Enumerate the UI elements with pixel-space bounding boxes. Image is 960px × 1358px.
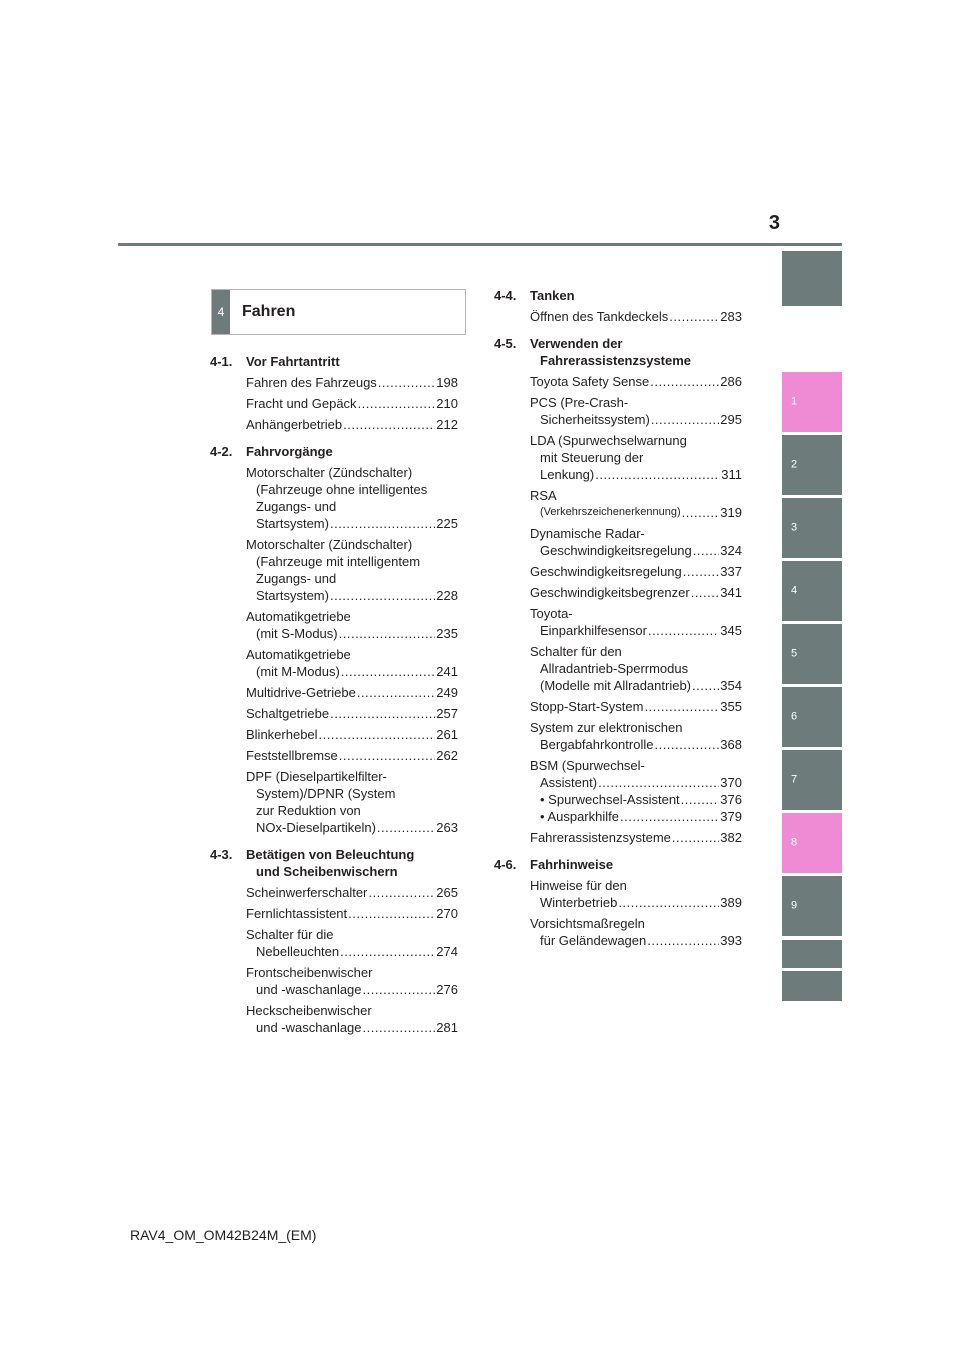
chapter-tab[interactable] bbox=[782, 813, 842, 873]
dot-leader bbox=[342, 416, 435, 433]
header-rule bbox=[118, 243, 842, 246]
chapter-tab-label: 8 bbox=[791, 836, 798, 849]
toc-entry[interactable] bbox=[530, 432, 742, 483]
toc-entry[interactable] bbox=[246, 905, 458, 922]
toc-entry-line bbox=[246, 981, 458, 998]
toc-entry-line bbox=[530, 829, 742, 846]
toc-entry-text: Motorschalter (Zündschalter) bbox=[246, 537, 413, 552]
toc-entry[interactable] bbox=[246, 684, 458, 701]
dot-leader bbox=[646, 932, 719, 949]
toc-chapter bbox=[210, 353, 458, 433]
toc-entry[interactable] bbox=[530, 584, 742, 601]
toc-entry[interactable] bbox=[530, 394, 742, 428]
toc-entry-text: Allradantrieb-Sperrmodus bbox=[540, 661, 689, 676]
chapter-title: Fahrvorgänge bbox=[246, 444, 333, 459]
toc-entry[interactable] bbox=[530, 757, 742, 825]
page-ref: 198 bbox=[436, 375, 458, 390]
page-ref: 257 bbox=[436, 706, 458, 721]
toc-entry-text: Frontscheibenwischer bbox=[246, 965, 373, 980]
page-ref: 319 bbox=[720, 505, 742, 520]
dot-leader bbox=[650, 411, 719, 428]
page-number: 3 bbox=[768, 212, 780, 234]
chapter-heading[interactable] bbox=[494, 856, 742, 873]
page-ref: 265 bbox=[436, 885, 458, 900]
chapter-tab-label: 9 bbox=[791, 899, 798, 912]
page-ref: 274 bbox=[436, 944, 458, 959]
toc-entry-text: Geschwindigkeitsregelung bbox=[540, 543, 692, 558]
page-ref: 263 bbox=[436, 820, 458, 835]
dot-leader bbox=[377, 374, 436, 391]
toc-left-column bbox=[210, 353, 458, 1046]
toc-entry-line bbox=[246, 943, 458, 960]
chapter-tab[interactable] bbox=[782, 971, 842, 1001]
toc-entry-line bbox=[246, 819, 458, 836]
toc-entry-line bbox=[530, 542, 742, 559]
toc-entry-text: LDA (Spurwechselwarnung bbox=[530, 433, 687, 448]
toc-entry[interactable] bbox=[530, 373, 742, 390]
toc-entry-text: Heckscheibenwischer bbox=[246, 1003, 372, 1018]
chapter-tab-label: 4 bbox=[791, 584, 798, 597]
dot-leader bbox=[690, 584, 720, 601]
toc-entry-text: und -waschanlage bbox=[256, 1020, 362, 1035]
section-number: 4 bbox=[212, 290, 230, 334]
toc-entry-text: BSM (Spurwechsel- bbox=[530, 758, 645, 773]
toc-entry-text: Toyota Safety Sense bbox=[530, 374, 650, 389]
toc-entry-text: Assistent) bbox=[540, 775, 598, 790]
toc-entry[interactable] bbox=[246, 884, 458, 901]
toc-entry[interactable] bbox=[530, 308, 742, 325]
toc-entry-text: Sicherheitssystem) bbox=[540, 412, 650, 427]
chapter-title: Tanken bbox=[530, 288, 575, 303]
page-ref: 379 bbox=[720, 809, 742, 824]
page-ref: 281 bbox=[436, 1020, 458, 1035]
page-ref: 355 bbox=[720, 699, 742, 714]
toc-entry-text: • Spurwechsel-Assistent bbox=[540, 792, 680, 807]
chapter-heading[interactable] bbox=[210, 846, 458, 880]
toc-entry-line bbox=[246, 1019, 458, 1036]
chapter-title: Vor Fahrtantritt bbox=[246, 354, 340, 369]
toc-entry-text: Geschwindigkeitsregelung bbox=[530, 564, 682, 579]
toc-entry-text: Startsystem) bbox=[256, 516, 329, 531]
toc-entry-line bbox=[530, 736, 742, 753]
toc-entry-text: für Geländewagen bbox=[540, 933, 647, 948]
toc-entry-line bbox=[246, 416, 458, 433]
toc-entry-text: • Ausparkhilfe bbox=[540, 809, 619, 824]
toc-entry-text: und -waschanlage bbox=[256, 982, 362, 997]
chapter-number: 4-3. bbox=[210, 847, 233, 862]
dot-leader bbox=[643, 698, 719, 715]
toc-entry-line bbox=[530, 466, 742, 483]
toc-entry[interactable] bbox=[246, 416, 458, 433]
chapter-heading[interactable] bbox=[494, 335, 742, 369]
toc-entry-line bbox=[530, 584, 742, 601]
toc-entry-text: Vorsichtsmaßregeln bbox=[530, 916, 645, 931]
page-ref: 212 bbox=[436, 417, 458, 432]
page-ref: 389 bbox=[720, 895, 742, 910]
toc-entry[interactable] bbox=[246, 374, 458, 391]
toc-entry[interactable] bbox=[530, 915, 742, 949]
chapter-title: Fahrerassistenzsysteme bbox=[540, 353, 692, 368]
dot-leader bbox=[671, 829, 719, 846]
page-ref: 311 bbox=[721, 467, 742, 482]
dot-leader bbox=[357, 395, 436, 412]
dot-leader bbox=[347, 905, 435, 922]
toc-entry-text: Winterbetrieb bbox=[540, 895, 618, 910]
toc-entry-text: System)/DPNR (System bbox=[256, 786, 396, 801]
toc-entry-line bbox=[530, 308, 742, 325]
dot-leader bbox=[339, 943, 435, 960]
toc-entry[interactable] bbox=[246, 926, 458, 960]
toc-entry-line bbox=[246, 515, 458, 532]
page-ref: 210 bbox=[436, 396, 458, 411]
dot-leader bbox=[318, 726, 436, 743]
toc-entry-text: Schalter für den bbox=[530, 644, 622, 659]
toc-entry[interactable] bbox=[246, 395, 458, 412]
page-ref: 235 bbox=[436, 626, 458, 641]
chapter-tab-label: 2 bbox=[791, 458, 798, 471]
chapter-tab[interactable] bbox=[782, 561, 842, 621]
dot-leader bbox=[338, 747, 436, 764]
toc-entry[interactable] bbox=[246, 747, 458, 764]
dot-leader bbox=[367, 884, 435, 901]
dot-leader bbox=[362, 981, 436, 998]
page-ref: 270 bbox=[436, 906, 458, 921]
page-ref: 376 bbox=[720, 792, 742, 807]
toc-entry[interactable] bbox=[246, 608, 458, 642]
toc-chapter bbox=[210, 443, 458, 836]
toc-entry-text: Bergabfahrkontrolle bbox=[540, 737, 654, 752]
toc-entry[interactable] bbox=[246, 964, 458, 998]
toc-entry-line bbox=[530, 563, 742, 580]
toc-entry-text: Startsystem) bbox=[256, 588, 329, 603]
dot-leader bbox=[668, 308, 719, 325]
page-ref: 241 bbox=[436, 664, 458, 679]
dot-leader bbox=[356, 684, 435, 701]
chapter-heading-line bbox=[210, 846, 458, 863]
page-ref: 295 bbox=[720, 412, 742, 427]
chapter-tab-label: 5 bbox=[791, 647, 798, 660]
toc-entry[interactable] bbox=[246, 464, 458, 532]
toc-entry-line bbox=[246, 587, 458, 604]
toc-entry-text: Dynamische Radar- bbox=[530, 526, 645, 541]
toc-entry-line bbox=[246, 726, 458, 743]
toc-entry-text: Zugangs- und bbox=[256, 499, 337, 514]
chapter-tab[interactable] bbox=[782, 251, 842, 306]
toc-entry[interactable] bbox=[530, 877, 742, 911]
toc-entry-text: Fracht und Gepäck bbox=[246, 396, 357, 411]
toc-entry[interactable] bbox=[530, 563, 742, 580]
toc-entry-text: Scheinwerferschalter bbox=[246, 885, 368, 900]
page-ref: 341 bbox=[720, 585, 742, 600]
toc-entry-line bbox=[530, 504, 742, 521]
chapter-heading-line bbox=[494, 287, 742, 304]
toc-entry-text: Lenkung) bbox=[540, 467, 595, 482]
page-ref: 261 bbox=[436, 727, 458, 742]
toc-entry[interactable] bbox=[246, 726, 458, 743]
toc-entry-text: Fernlichtassistent bbox=[246, 906, 348, 921]
toc-entry-line bbox=[530, 373, 742, 390]
toc-entry-line bbox=[246, 625, 458, 642]
toc-entry-text: DPF (Dieselpartikelfilter- bbox=[246, 769, 387, 784]
toc-entry-text: Nebelleuchten bbox=[256, 944, 340, 959]
toc-entry-text: Anhängerbetrieb bbox=[246, 417, 343, 432]
toc-chapter bbox=[210, 846, 458, 1036]
toc-entry-text: (Verkehrszeichenerkennung) bbox=[540, 506, 681, 518]
page-ref: 249 bbox=[436, 685, 458, 700]
toc-entry[interactable] bbox=[246, 1002, 458, 1036]
toc-entry-text: Schaltgetriebe bbox=[246, 706, 330, 721]
section-header bbox=[211, 289, 466, 335]
toc-entry-text: Motorschalter (Zündschalter) bbox=[246, 465, 413, 480]
page-ref: 393 bbox=[720, 933, 742, 948]
dot-leader bbox=[691, 677, 719, 694]
toc-right-column bbox=[494, 287, 742, 959]
dot-leader bbox=[649, 373, 719, 390]
page-ref: 283 bbox=[720, 309, 742, 324]
chapter-heading-line bbox=[494, 335, 742, 352]
toc-chapter bbox=[494, 335, 742, 846]
toc-entry[interactable] bbox=[530, 698, 742, 715]
chapter-number: 4-4. bbox=[494, 288, 517, 303]
toc-entry-text: Toyota- bbox=[530, 606, 573, 621]
chapter-tab-label: 1 bbox=[791, 395, 798, 408]
dot-leader bbox=[594, 466, 720, 483]
toc-entry-text: Geschwindigkeitsbegrenzer bbox=[530, 585, 690, 600]
toc-entry[interactable] bbox=[530, 719, 742, 753]
toc-entry-text: Automatikgetriebe bbox=[246, 647, 351, 662]
chapter-tab[interactable] bbox=[782, 498, 842, 558]
toc-entry-text: mit Steuerung der bbox=[540, 450, 644, 465]
toc-entry[interactable] bbox=[246, 705, 458, 722]
toc-entry-text: Feststellbremse bbox=[246, 748, 338, 763]
chapter-tab-label: 6 bbox=[791, 710, 798, 723]
chapter-title: Fahrhinweise bbox=[530, 857, 614, 872]
toc-entry-line bbox=[530, 622, 742, 639]
toc-subentry[interactable] bbox=[530, 808, 742, 825]
toc-chapter bbox=[494, 856, 742, 949]
toc-entry-text: System zur elektronischen bbox=[530, 720, 683, 735]
chapter-tab[interactable] bbox=[782, 372, 842, 432]
toc-entry[interactable] bbox=[530, 525, 742, 559]
dot-leader bbox=[329, 515, 435, 532]
toc-entry-text: Einparkhilfesensor bbox=[540, 623, 647, 638]
chapter-number: 4-2. bbox=[210, 444, 233, 459]
section-title: Fahren bbox=[242, 303, 296, 320]
dot-leader bbox=[680, 791, 720, 808]
dot-leader bbox=[617, 894, 719, 911]
dot-leader bbox=[619, 808, 719, 825]
toc-entry-text: Stopp-Start-System bbox=[530, 699, 644, 714]
document-code: RAV4_OM_OM42B24M_(EM) bbox=[130, 1227, 317, 1243]
dot-leader bbox=[329, 705, 435, 722]
toc-entry-line bbox=[530, 411, 742, 428]
toc-entry-text: zur Reduktion von bbox=[256, 803, 361, 818]
chapter-heading-line bbox=[210, 353, 458, 370]
toc-entry-text: Schalter für die bbox=[246, 927, 334, 942]
chapter-number: 4-5. bbox=[494, 336, 517, 351]
page-ref: 370 bbox=[720, 775, 742, 790]
dot-leader bbox=[329, 587, 435, 604]
page-ref: 382 bbox=[720, 830, 742, 845]
toc-entry-text: Blinkerhebel bbox=[246, 727, 318, 742]
dot-leader bbox=[682, 563, 720, 580]
chapter-heading[interactable] bbox=[210, 443, 458, 460]
chapter-tab[interactable] bbox=[782, 624, 842, 684]
chapter-heading-line bbox=[494, 856, 742, 873]
chapter-heading[interactable] bbox=[210, 353, 458, 370]
toc-entry-text: (mit M-Modus) bbox=[256, 664, 340, 679]
dot-leader bbox=[362, 1019, 436, 1036]
page-ref: 324 bbox=[720, 543, 742, 558]
toc-entry-text: RSA bbox=[530, 488, 557, 503]
dot-leader bbox=[647, 622, 719, 639]
chapter-tab[interactable] bbox=[782, 940, 842, 968]
toc-entry[interactable] bbox=[246, 646, 458, 680]
toc-entry-line bbox=[530, 894, 742, 911]
chapter-tab[interactable] bbox=[782, 435, 842, 495]
page-ref: 286 bbox=[720, 374, 742, 389]
toc-chapter bbox=[494, 287, 742, 325]
toc-entry[interactable] bbox=[530, 643, 742, 694]
chapter-heading[interactable] bbox=[494, 287, 742, 304]
toc-entry-line bbox=[530, 774, 742, 791]
dot-leader bbox=[340, 663, 436, 680]
toc-entry-text: Öffnen des Tankdeckels bbox=[530, 309, 669, 324]
toc-entry-text: Multidrive-Getriebe bbox=[246, 685, 356, 700]
toc-entry-text: (Fahrzeuge mit intelligentem bbox=[256, 554, 421, 569]
toc-entry[interactable] bbox=[246, 536, 458, 604]
toc-subentry[interactable] bbox=[530, 791, 742, 808]
toc-entry[interactable] bbox=[530, 487, 742, 521]
chapter-tab-label: 7 bbox=[791, 773, 798, 786]
toc-entry-line bbox=[246, 747, 458, 764]
page-ref: 276 bbox=[436, 982, 458, 997]
chapter-tab[interactable] bbox=[782, 687, 842, 747]
chapter-title: und Scheibenwischern bbox=[256, 864, 398, 879]
toc-entry-line bbox=[246, 684, 458, 701]
toc-entry-text: Zugangs- und bbox=[256, 571, 337, 586]
toc-entry-line bbox=[530, 698, 742, 715]
chapter-number: 4-6. bbox=[494, 857, 517, 872]
chapter-tab-label: 3 bbox=[791, 521, 798, 534]
chapter-tab[interactable] bbox=[782, 750, 842, 810]
dot-leader bbox=[597, 774, 719, 791]
page-ref: 225 bbox=[436, 516, 458, 531]
toc-entry-text: Fahrerassistenzsysteme bbox=[530, 830, 671, 845]
toc-entry-text: Hinweise für den bbox=[530, 878, 627, 893]
toc-entry[interactable] bbox=[530, 829, 742, 846]
page-ref: 345 bbox=[720, 623, 742, 638]
toc-entry[interactable] bbox=[530, 605, 742, 639]
page-ref: 354 bbox=[720, 678, 742, 693]
toc-entry-line bbox=[246, 663, 458, 680]
toc-entry[interactable] bbox=[246, 768, 458, 836]
toc-entry-text: (Modelle mit Allradantrieb) bbox=[540, 678, 692, 693]
dot-leader bbox=[692, 542, 720, 559]
chapter-title: Verwenden der bbox=[530, 336, 623, 351]
dot-leader bbox=[338, 625, 436, 642]
toc-entry-line bbox=[530, 677, 742, 694]
toc-entry-text: Fahren des Fahrzeugs bbox=[246, 375, 377, 390]
dot-leader bbox=[653, 736, 719, 753]
toc-entry-line bbox=[246, 905, 458, 922]
chapter-number: 4-1. bbox=[210, 354, 233, 369]
toc-entry-line bbox=[246, 705, 458, 722]
chapter-heading-line bbox=[210, 443, 458, 460]
page-ref: 228 bbox=[436, 588, 458, 603]
page-ref: 368 bbox=[720, 737, 742, 752]
dot-leader bbox=[681, 504, 720, 521]
chapter-tab[interactable] bbox=[782, 876, 842, 936]
toc-entry-text: NOx-Dieselpartikeln) bbox=[256, 820, 376, 835]
page-ref: 262 bbox=[436, 748, 458, 763]
toc-entry-line bbox=[246, 395, 458, 412]
toc-entry-line bbox=[246, 884, 458, 901]
page-ref: 337 bbox=[720, 564, 742, 579]
toc-entry-text: (Fahrzeuge ohne intelligentes bbox=[256, 482, 428, 497]
toc-entry-line bbox=[530, 932, 742, 949]
toc-entry-text: PCS (Pre-Crash- bbox=[530, 395, 629, 410]
toc-entry-line bbox=[246, 374, 458, 391]
toc-entry-text: Automatikgetriebe bbox=[246, 609, 351, 624]
dot-leader bbox=[376, 819, 435, 836]
toc-entry-text: (mit S-Modus) bbox=[256, 626, 338, 641]
chapter-title: Betätigen von Beleuchtung bbox=[246, 847, 415, 862]
